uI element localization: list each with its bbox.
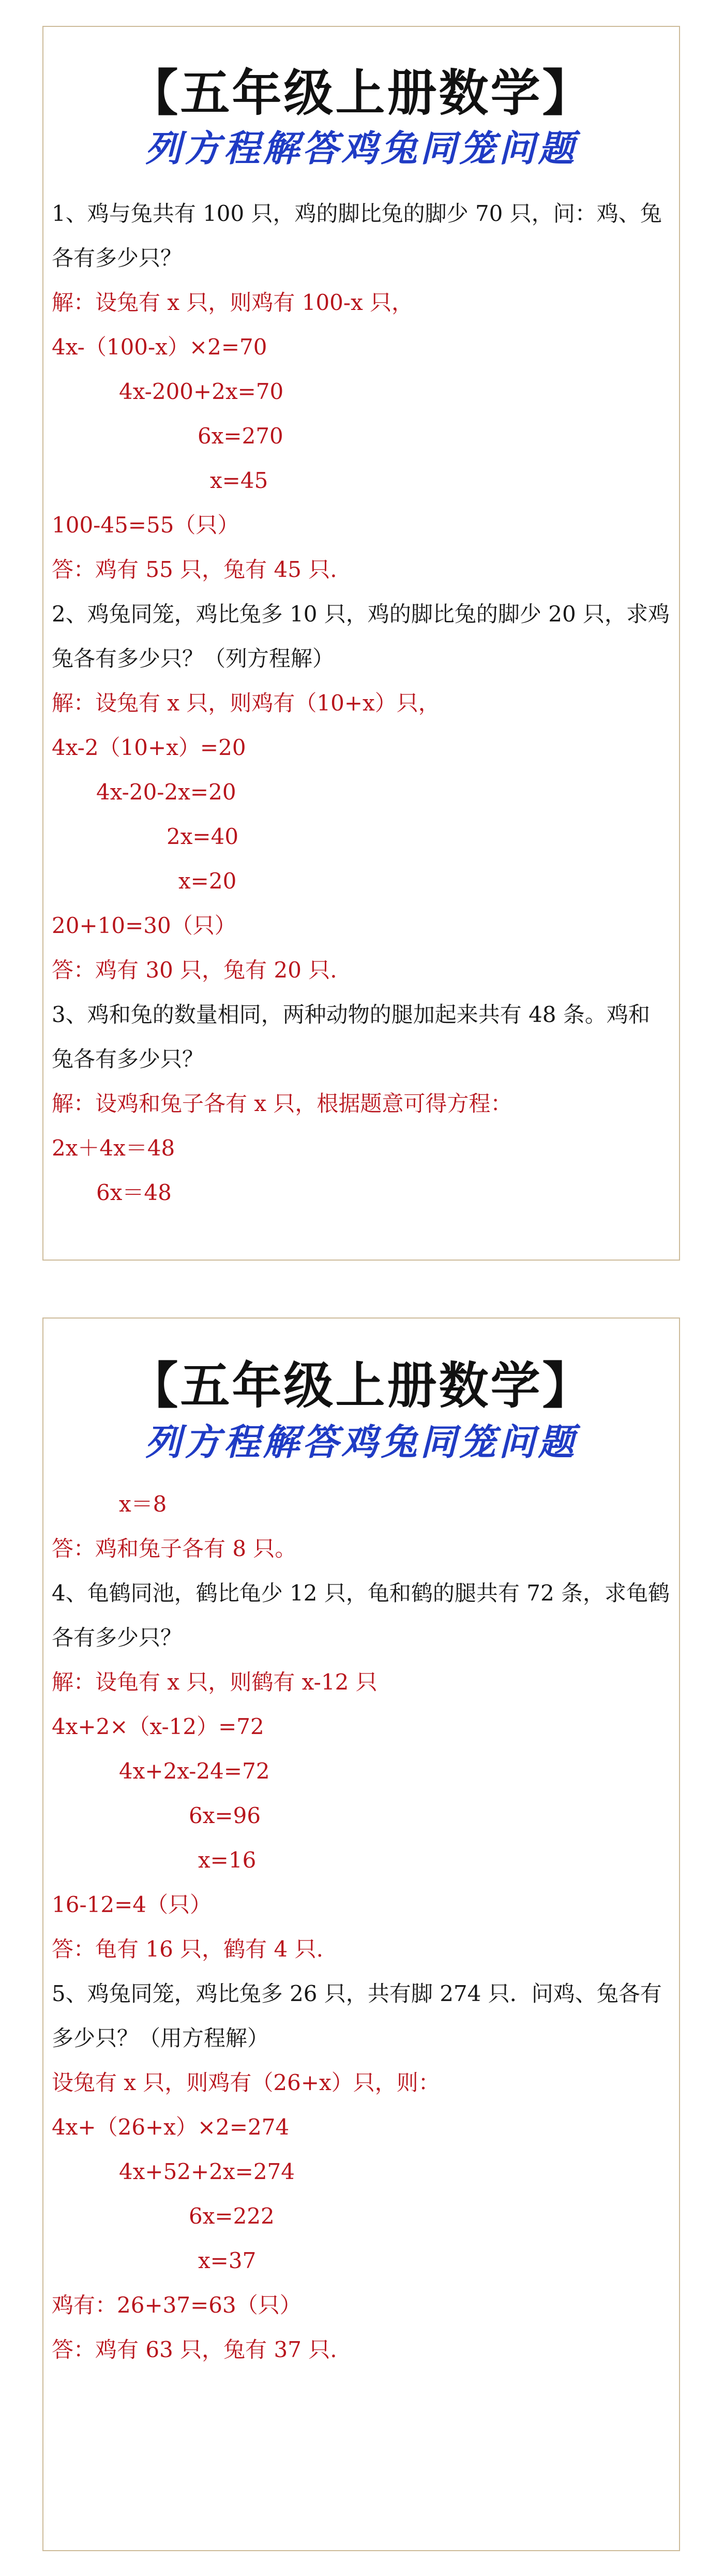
solution-4-step: 6x=96 xyxy=(189,1803,261,1828)
solution-1-result: x=45 xyxy=(210,468,268,493)
solution-1-equation: 4x-（100-x）×2=70 xyxy=(52,334,267,360)
solution-1-setup: 解：设兔有 x 只，则鸡有 100-x 只， xyxy=(52,290,414,315)
solution-5-step: 6x=222 xyxy=(189,2203,275,2229)
question-3-text-cont: 兔各有多少只？ xyxy=(52,1046,204,1072)
solution-2-setup: 解：设兔有 x 只，则鸡有（10+x）只， xyxy=(52,690,440,716)
solution-1-calc: 100-45=55（只） xyxy=(52,512,239,538)
answer-1: 答：鸡有 55 只，兔有 45 只. xyxy=(52,557,337,582)
solution-2-step: 2x=40 xyxy=(167,824,239,849)
question-4-text: 4、龟鹤同池，鹤比龟少 12 只，龟和鹤的腿共有 72 条，求龟鹤 xyxy=(52,1580,670,1606)
question-4-text-cont: 各有多少只？ xyxy=(52,1625,183,1650)
solution-2-result: x=20 xyxy=(178,868,237,894)
solution-5-equation: 4x+（26+x）×2=274 xyxy=(52,2114,290,2140)
solution-4-result: x=16 xyxy=(198,1847,257,1873)
solution-4-step: 4x+2x-24=72 xyxy=(119,1758,270,1784)
solution-1-step: 4x-200+2x=70 xyxy=(119,379,284,404)
solution-3-setup: 解：设鸡和兔子各有 x 只，根据题意可得方程： xyxy=(52,1091,512,1116)
answer-5: 答：鸡有 63 只，兔有 37 只. xyxy=(52,2337,337,2362)
solution-5-step: 4x+52+2x=274 xyxy=(119,2159,295,2184)
page-title: 【五年级上册数学】 xyxy=(128,1356,594,1415)
solution-2-step: 4x-20-2x=20 xyxy=(96,779,236,805)
worksheet-page-2 xyxy=(42,1317,680,2551)
question-1-text-cont: 各有多少只？ xyxy=(52,245,183,271)
problem-content xyxy=(52,191,674,1215)
solution-3-result: x＝8 xyxy=(119,1491,167,1517)
question-5-text: 5、鸡兔同笼，鸡比兔多 26 只，共有脚 274 只．问鸡、兔各有 xyxy=(52,1981,662,2006)
question-2-text: 2、鸡兔同笼，鸡比兔多 10 只，鸡的脚比兔的脚少 20 只，求鸡 xyxy=(52,601,670,627)
solution-1-step: 6x=270 xyxy=(198,423,283,449)
solution-4-equation: 4x+2×（x-12）=72 xyxy=(52,1714,264,1739)
question-5-text-cont: 多少只？（用方程解） xyxy=(52,2025,269,2051)
answer-3: 答：鸡和兔子各有 8 只。 xyxy=(52,1536,297,1561)
solution-5-setup: 设兔有 x 只，则鸡有（26+x）只，则： xyxy=(52,2070,440,2095)
question-1-text: 1、鸡与兔共有 100 只，鸡的脚比兔的脚少 70 只，问：鸡、兔 xyxy=(52,201,662,226)
problem-content xyxy=(52,1482,674,2372)
solution-4-setup: 解：设龟有 x 只，则鹤有 x-12 只 xyxy=(52,1669,378,1695)
page-title: 【五年级上册数学】 xyxy=(128,64,594,122)
solution-5-calc: 鸡有：26+37=63（只） xyxy=(52,2292,301,2318)
answer-2: 答：鸡有 30 只，兔有 20 只. xyxy=(52,957,337,983)
page-subtitle: 列方程解答鸡兔同笼问题 xyxy=(145,127,578,170)
answer-4: 答：龟有 16 只，鹤有 4 只. xyxy=(52,1936,323,1962)
question-3-text: 3、鸡和兔的数量相同，两种动物的腿加起来共有 48 条。鸡和 xyxy=(52,1002,650,1027)
question-2-text-cont: 兔各有多少只？（列方程解） xyxy=(52,646,335,671)
solution-5-result: x=37 xyxy=(198,2248,257,2273)
worksheet-page-1 xyxy=(42,26,680,1261)
solution-3-step: 6x＝48 xyxy=(96,1180,172,1205)
solution-3-equation: 2x＋4x＝48 xyxy=(52,1135,175,1161)
solution-4-calc: 16-12=4（只） xyxy=(52,1892,212,1917)
solution-2-calc: 20+10=30（只） xyxy=(52,913,236,938)
solution-2-equation: 4x-2（10+x）=20 xyxy=(52,735,246,760)
page-subtitle: 列方程解答鸡兔同笼问题 xyxy=(145,1421,578,1463)
